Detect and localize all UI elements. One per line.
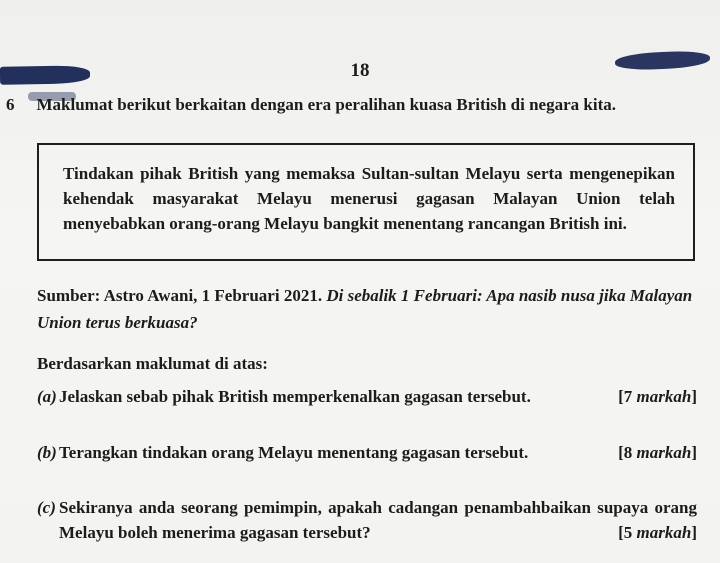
source-citation (37, 282, 697, 336)
source-title: Di sebalik 1 Februari: Apa nasib nusa jika Malayan Union terus berkuasa? (37, 286, 693, 332)
marks-label: [5 markah] (618, 523, 697, 542)
prompt-text: Berdasarkan maklumat di atas: (37, 354, 268, 373)
marks-label: [7 markah] (618, 387, 697, 406)
part-letter: (b) (37, 443, 57, 462)
question-stem: Maklumat berikut berkaitan dengan era peralihan kuasa British di negara kita. (36, 95, 616, 114)
part-letter: (a) (37, 387, 57, 406)
excerpt-box (37, 143, 695, 261)
excerpt-text: Tindakan pihak British yang memaksa Sultan-sultan Melayu serta mengenepikan kehendak masyarakat Melayu menerusi gagasan Malayan Union telah menyebabkan orang-orang Melayu bangkit menentang rancangan British ini. (63, 164, 675, 233)
question-part-a (37, 384, 697, 409)
part-text: Jelaskan sebab pihak British memperkenalkan gagasan tersebut. (59, 387, 531, 406)
part-text: Terangkan tindakan orang Melayu menentang gagasan tersebut. (59, 443, 529, 462)
page-number: 18 (350, 60, 370, 81)
question-part-c (37, 495, 697, 545)
question-number: 6 (6, 95, 15, 114)
part-text: Sekiranya anda seorang pemimpin, apakah cadangan penambahbaikan supaya orang Melayu boleh menerima gagasan tersebut? (59, 498, 697, 542)
marks-label: [8 markah] (618, 443, 697, 462)
source-prefix: Sumber: Astro Awani, 1 Februari 2021. (37, 286, 323, 305)
question-stem-row (6, 95, 710, 115)
part-letter: (c) (37, 498, 56, 517)
question-part-b (37, 440, 697, 465)
